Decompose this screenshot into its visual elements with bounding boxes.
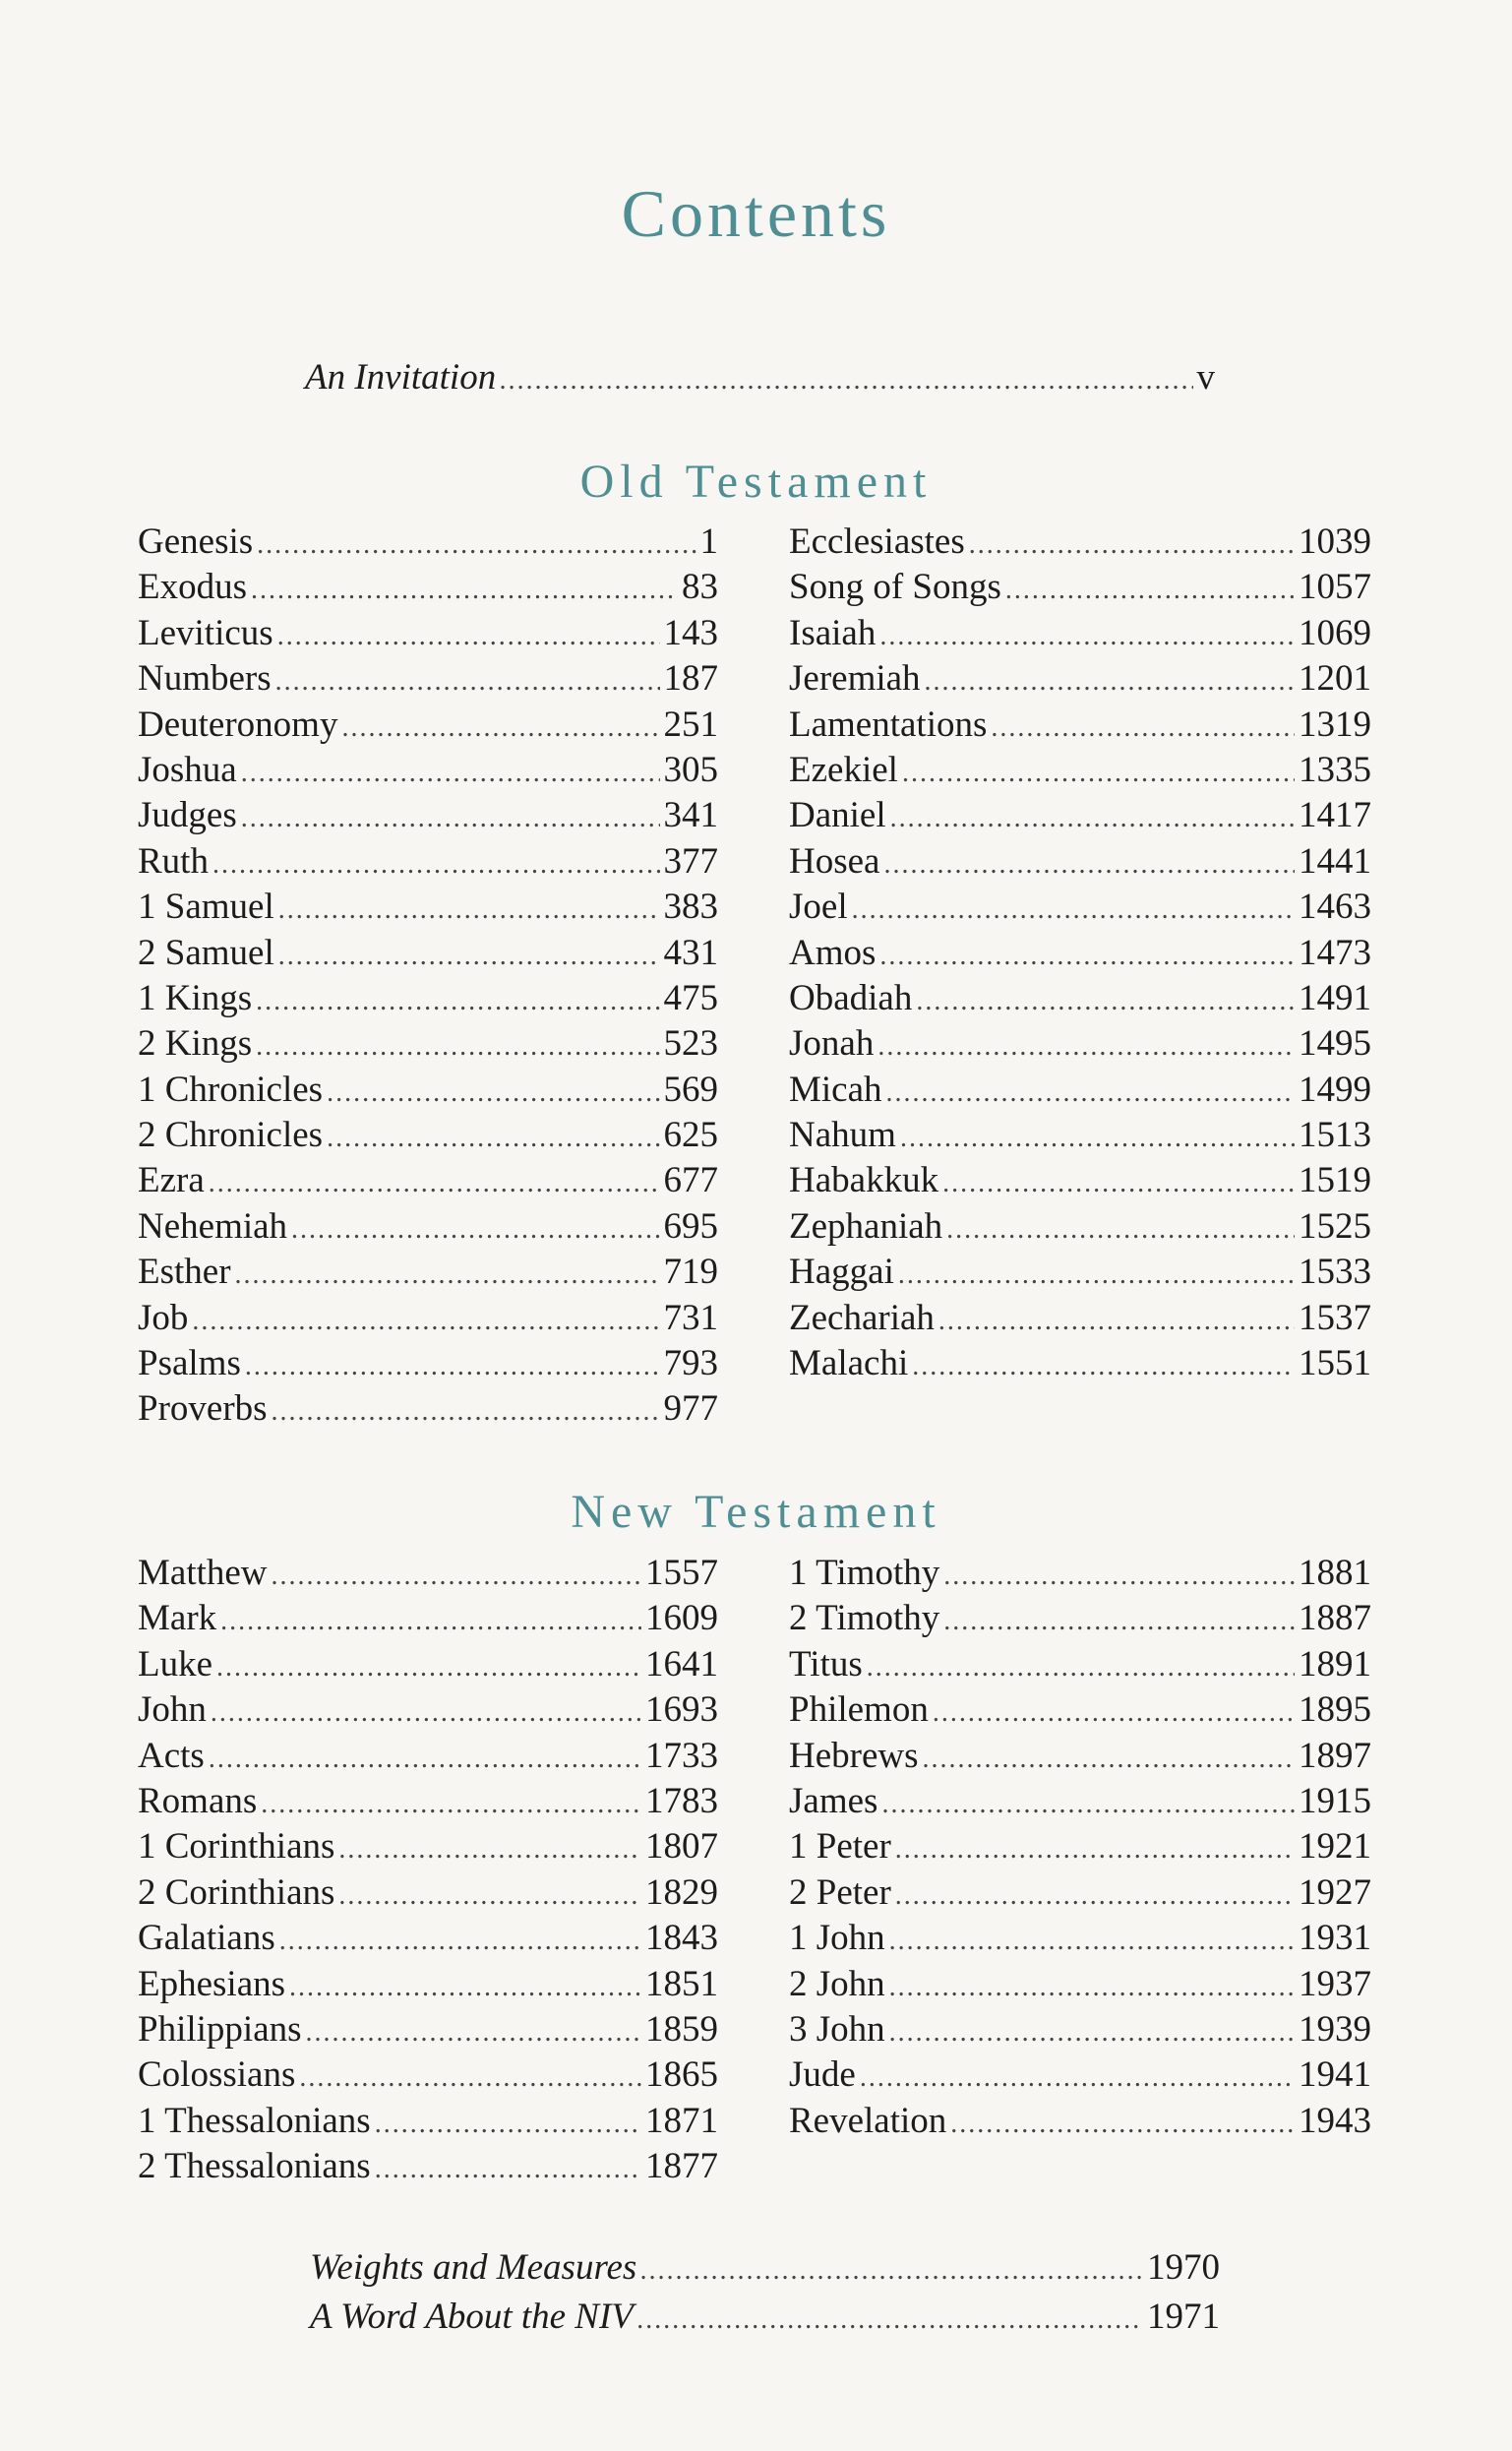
toc-entry[interactable]	[789, 1069, 1371, 1114]
page-number: 143	[663, 612, 718, 653]
book-name: Acts	[138, 1735, 205, 1776]
toc-entry[interactable]	[789, 1251, 1371, 1296]
leader-dots	[272, 1396, 660, 1428]
page-number: 251	[663, 704, 718, 745]
toc-entry[interactable]	[789, 932, 1371, 977]
book-name: Colossians	[138, 2054, 296, 2096]
book-name: Genesis	[138, 521, 254, 562]
toc-entry[interactable]	[138, 794, 718, 839]
leader-dots	[291, 1214, 659, 1246]
toc-entry[interactable]	[138, 1963, 718, 2008]
page-number: 1039	[1299, 521, 1371, 562]
toc-entry[interactable]	[789, 704, 1371, 749]
book-name: Habakkuk	[789, 1160, 939, 1201]
toc-entry[interactable]	[789, 1205, 1371, 1251]
page-number: 523	[663, 1023, 718, 1065]
toc-entry[interactable]	[789, 521, 1371, 566]
page-number: 341	[663, 795, 718, 836]
toc-entry[interactable]	[138, 1114, 718, 1159]
page-number: 1057	[1299, 567, 1371, 608]
toc-entry[interactable]	[138, 1159, 718, 1204]
toc-entry[interactable]	[789, 749, 1371, 794]
leader-dots	[278, 941, 660, 972]
page-number: 1865	[645, 2054, 718, 2096]
leader-dots	[933, 1697, 1295, 1729]
book-name: Joshua	[138, 749, 237, 790]
page-number: 1491	[1299, 977, 1371, 1018]
page-number: 1533	[1299, 1252, 1371, 1293]
book-name: Titus	[789, 1643, 863, 1685]
leader-dots	[640, 2255, 1143, 2287]
page-number: 1319	[1299, 704, 1371, 745]
toc-entry[interactable]	[138, 1688, 718, 1734]
page-number: 383	[663, 887, 718, 928]
book-name: 1 Corinthians	[138, 1826, 335, 1868]
page-number: 1881	[1299, 1553, 1371, 1593]
book-name: 2 John	[789, 1963, 885, 2004]
leader-dots	[877, 1031, 1295, 1063]
leader-dots	[261, 1789, 641, 1820]
toc-entry[interactable]	[789, 1297, 1371, 1342]
book-name: 2 Thessalonians	[138, 2146, 371, 2187]
toc-entry[interactable]	[789, 886, 1371, 931]
page-number: 1693	[645, 1689, 718, 1731]
leader-dots	[278, 894, 660, 926]
book-name: Numbers	[138, 658, 272, 700]
page-number: 187	[663, 658, 718, 700]
book-name: Amos	[789, 932, 877, 973]
page-number: 1557	[645, 1553, 718, 1593]
leader-dots	[889, 2017, 1295, 2049]
page-number: 1871	[645, 2100, 718, 2141]
page-number: 1641	[645, 1643, 718, 1685]
book-name: Revelation	[789, 2100, 947, 2141]
book-name: Philemon	[789, 1689, 929, 1731]
toc-entry[interactable]	[138, 886, 718, 931]
toc-entry[interactable]	[789, 1552, 1371, 1597]
leader-dots	[879, 621, 1295, 652]
book-name: 1 John	[789, 1918, 885, 1959]
toc-entry[interactable]	[138, 1387, 718, 1433]
toc-entry[interactable]	[138, 977, 718, 1022]
leader-dots	[251, 575, 678, 606]
toc-entry[interactable]	[789, 1917, 1371, 1962]
book-name: Daniel	[789, 795, 886, 836]
leader-dots	[257, 529, 696, 561]
page-number: 1417	[1299, 795, 1371, 836]
book-name: James	[789, 1780, 878, 1821]
page-number: 793	[663, 1343, 718, 1384]
leader-dots	[879, 941, 1295, 972]
leader-dots	[256, 986, 659, 1017]
page-number: 1895	[1299, 1689, 1371, 1731]
leader-dots	[256, 1031, 659, 1063]
book-name: 1 Timothy	[789, 1553, 940, 1593]
book-name: Joel	[789, 887, 848, 928]
toc-entry[interactable]	[138, 1297, 718, 1342]
leader-dots	[925, 666, 1295, 698]
leader-dots	[860, 2062, 1295, 2094]
page-number: 1915	[1299, 1780, 1371, 1821]
page-number: 1	[699, 521, 718, 562]
leader-dots	[883, 849, 1295, 881]
page-number: 305	[663, 749, 718, 790]
page-number: 1897	[1299, 1735, 1371, 1776]
toc-entry[interactable]	[789, 1825, 1371, 1870]
page-number: 1941	[1299, 2054, 1371, 2096]
book-name: 1 Thessalonians	[138, 2100, 371, 2141]
intro-entry[interactable]	[305, 356, 1215, 398]
book-name: Leviticus	[138, 612, 273, 653]
book-name: 2 Corinthians	[138, 1871, 335, 1913]
book-name: John	[138, 1689, 207, 1731]
book-name: 2 Kings	[138, 1023, 253, 1065]
book-name: Malachi	[789, 1343, 909, 1384]
leader-dots	[212, 849, 660, 881]
page-number: 1335	[1299, 749, 1371, 790]
toc-entry[interactable]	[138, 1069, 718, 1114]
appendix-entry-niv[interactable]	[310, 2296, 1220, 2338]
toc-entry[interactable]	[138, 749, 718, 794]
leader-dots	[946, 1214, 1295, 1246]
appendix-label: A Word About the NIV	[310, 2297, 634, 2337]
leader-dots	[900, 1123, 1295, 1154]
book-name: Ruth	[138, 840, 209, 882]
leader-dots	[852, 894, 1295, 926]
page-number: 1513	[1299, 1115, 1371, 1156]
leader-dots	[375, 2154, 641, 2185]
leader-dots	[889, 1926, 1295, 1957]
leader-dots	[209, 1168, 660, 1199]
book-name: 1 Chronicles	[138, 1069, 324, 1110]
leader-dots	[889, 1972, 1295, 2003]
book-name: Psalms	[138, 1343, 241, 1384]
book-name: 2 Timothy	[789, 1598, 940, 1639]
toc-entry[interactable]	[789, 657, 1371, 703]
page-number: 1927	[1299, 1871, 1371, 1913]
leader-dots	[327, 1077, 659, 1109]
leader-dots	[220, 1606, 641, 1637]
toc-entry[interactable]	[789, 840, 1371, 886]
leader-dots	[943, 1561, 1295, 1592]
toc-entry[interactable]	[789, 794, 1371, 839]
page-number: 83	[682, 567, 718, 608]
toc-entry[interactable]	[789, 1643, 1371, 1688]
leader-dots	[950, 2109, 1295, 2140]
book-name: 2 Chronicles	[138, 1115, 324, 1156]
toc-entry[interactable]	[789, 2100, 1371, 2145]
toc-entry[interactable]	[138, 521, 718, 566]
toc-entry[interactable]	[138, 1780, 718, 1825]
leader-dots	[275, 666, 660, 698]
leader-dots	[241, 758, 660, 789]
page-number: 1463	[1299, 887, 1371, 928]
page-number: 719	[663, 1252, 718, 1293]
leader-dots	[289, 1972, 641, 2003]
appendix-page: 1971	[1147, 2297, 1220, 2337]
leader-dots	[209, 1744, 641, 1775]
page-number: 1931	[1299, 1918, 1371, 1959]
page-number: 1473	[1299, 932, 1371, 973]
toc-entry[interactable]	[138, 932, 718, 977]
intro-label: An Invitation	[305, 357, 497, 398]
leader-dots	[637, 2304, 1143, 2336]
book-name: Matthew	[138, 1553, 268, 1593]
leader-dots	[211, 1697, 641, 1729]
book-name: Nehemiah	[138, 1205, 288, 1247]
leader-dots	[943, 1606, 1295, 1637]
page-number: 1525	[1299, 1205, 1371, 1247]
toc-entry[interactable]	[789, 1022, 1371, 1068]
page-number: 1495	[1299, 1023, 1371, 1065]
book-name: Exodus	[138, 567, 247, 608]
toc-entry[interactable]	[789, 2053, 1371, 2099]
book-name: Jude	[789, 2054, 856, 2096]
toc-entry[interactable]	[138, 840, 718, 886]
leader-dots	[341, 712, 659, 744]
leader-dots	[991, 712, 1295, 744]
page-number: 1537	[1299, 1297, 1371, 1338]
book-name: Romans	[138, 1780, 258, 1821]
old-testament-right-column	[789, 521, 1371, 1387]
page-number: 1733	[645, 1735, 718, 1776]
toc-entry[interactable]	[138, 612, 718, 657]
page-number: 1921	[1299, 1826, 1371, 1868]
book-name: 1 Samuel	[138, 887, 274, 928]
toc-entry[interactable]	[789, 1963, 1371, 2008]
toc-entry[interactable]	[138, 1871, 718, 1917]
book-name: Ezra	[138, 1160, 205, 1201]
toc-entry[interactable]	[138, 2145, 718, 2190]
leader-dots	[500, 365, 1192, 397]
book-name: Isaiah	[789, 612, 877, 653]
toc-entry[interactable]	[138, 1022, 718, 1068]
page-number: 1807	[645, 1826, 718, 1868]
toc-entry[interactable]	[138, 704, 718, 749]
toc-entry[interactable]	[138, 1251, 718, 1296]
book-name: 3 John	[789, 2008, 885, 2050]
leader-dots	[241, 803, 660, 834]
book-name: Zephaniah	[789, 1205, 943, 1247]
page-number: 1937	[1299, 1963, 1371, 2004]
book-name: Jonah	[789, 1023, 875, 1065]
page-number: 1783	[645, 1780, 718, 1821]
book-name: Nahum	[789, 1115, 896, 1156]
leader-dots	[898, 1259, 1295, 1291]
toc-entry[interactable]	[789, 612, 1371, 657]
leader-dots	[912, 1351, 1295, 1382]
page-number: 475	[663, 977, 718, 1018]
leader-dots	[938, 1306, 1295, 1337]
book-name: Job	[138, 1297, 189, 1338]
toc-entry[interactable]	[138, 1552, 718, 1597]
leader-dots	[1005, 575, 1295, 606]
book-name: Ezekiel	[789, 749, 898, 790]
page-number: 677	[663, 1160, 718, 1201]
toc-entry[interactable]	[138, 1735, 718, 1780]
book-name: Micah	[789, 1069, 882, 1110]
page-number: 1943	[1299, 2100, 1371, 2141]
page-number: 1887	[1299, 1598, 1371, 1639]
toc-entry[interactable]	[138, 657, 718, 703]
book-name: Judges	[138, 795, 237, 836]
page-number: 1877	[645, 2146, 718, 2187]
page-number: 1843	[645, 1918, 718, 1959]
book-name: Proverbs	[138, 1388, 268, 1430]
leader-dots	[895, 1834, 1295, 1866]
book-name: Zechariah	[789, 1297, 935, 1338]
page-number: 1441	[1299, 840, 1371, 882]
book-name: Esther	[138, 1252, 231, 1293]
page-number: 1519	[1299, 1160, 1371, 1201]
leader-dots	[886, 1077, 1295, 1109]
toc-entry[interactable]	[789, 1597, 1371, 1642]
book-name: 2 Samuel	[138, 932, 274, 973]
leader-dots	[192, 1306, 659, 1337]
page-title: Contents	[621, 176, 891, 251]
book-name: Song of Songs	[789, 567, 1001, 608]
leader-dots	[216, 1652, 641, 1684]
page-number: 1851	[645, 1963, 718, 2004]
page-number: 625	[663, 1115, 718, 1156]
toc-entry[interactable]	[138, 2053, 718, 2099]
page-number: 1859	[645, 2008, 718, 2050]
appendix-label: Weights and Measures	[310, 2247, 637, 2288]
book-name: Deuteronomy	[138, 704, 338, 745]
leader-dots	[916, 986, 1295, 1017]
leader-dots	[306, 2017, 641, 2049]
toc-entry[interactable]	[138, 1917, 718, 1962]
page-number: 1499	[1299, 1069, 1371, 1110]
toc-entry[interactable]	[789, 1342, 1371, 1387]
new-testament-heading: New Testament	[571, 1486, 941, 1538]
page-number: 1891	[1299, 1643, 1371, 1685]
new-testament-right-column	[789, 1552, 1371, 2145]
page-number: 569	[663, 1069, 718, 1110]
book-name: Hebrews	[789, 1735, 919, 1776]
toc-entry[interactable]	[138, 2100, 718, 2145]
page-number: 1829	[645, 1871, 718, 1913]
toc-entry[interactable]	[138, 1643, 718, 1688]
toc-entry[interactable]	[138, 1205, 718, 1251]
book-name: Lamentations	[789, 704, 988, 745]
book-name: Galatians	[138, 1918, 275, 1959]
leader-dots	[272, 1561, 641, 1592]
leader-dots	[923, 1744, 1295, 1775]
toc-entry[interactable]	[789, 2008, 1371, 2053]
toc-entry[interactable]	[789, 566, 1371, 611]
appendix-entry-weights[interactable]	[310, 2246, 1220, 2289]
leader-dots	[338, 1834, 641, 1866]
book-name: Ephesians	[138, 1963, 286, 2004]
page-number: 1609	[645, 1598, 718, 1639]
book-name: 2 Peter	[789, 1871, 891, 1913]
leader-dots	[881, 1789, 1295, 1820]
leader-dots	[327, 1123, 659, 1154]
page-number: 731	[663, 1297, 718, 1338]
book-name: Jeremiah	[789, 658, 921, 700]
toc-entry[interactable]	[789, 1159, 1371, 1204]
toc-entry[interactable]	[789, 1688, 1371, 1734]
leader-dots	[279, 1926, 641, 1957]
toc-entry[interactable]	[789, 1114, 1371, 1159]
old-testament-heading: Old Testament	[579, 456, 933, 508]
page-number: 1551	[1299, 1343, 1371, 1384]
toc-entry[interactable]	[138, 2008, 718, 2053]
toc-entry[interactable]	[789, 1780, 1371, 1825]
page-number: 1939	[1299, 2008, 1371, 2050]
new-testament-left-column	[138, 1552, 718, 2190]
toc-entry[interactable]	[138, 566, 718, 611]
leader-dots	[895, 1880, 1295, 1912]
leader-dots	[338, 1880, 641, 1912]
book-name: Mark	[138, 1598, 217, 1639]
book-name: 1 Kings	[138, 977, 253, 1018]
old-testament-left-column	[138, 521, 718, 1434]
page-number: 1201	[1299, 658, 1371, 700]
book-name: Obadiah	[789, 977, 913, 1018]
page-number: 695	[663, 1205, 718, 1247]
page-number: 977	[663, 1388, 718, 1430]
book-name: 1 Peter	[789, 1826, 891, 1868]
page-number: 431	[663, 932, 718, 973]
intro-page: v	[1196, 357, 1215, 398]
toc-entry[interactable]	[138, 1342, 718, 1387]
appendix-page: 1970	[1147, 2247, 1220, 2288]
toc-entry[interactable]	[138, 1825, 718, 1870]
page-number: 1069	[1299, 612, 1371, 653]
toc-entry[interactable]	[789, 1871, 1371, 1917]
book-name: Luke	[138, 1643, 213, 1685]
leader-dots	[245, 1351, 660, 1382]
page-number: 377	[663, 840, 718, 882]
toc-entry[interactable]	[138, 1597, 718, 1642]
leader-dots	[867, 1652, 1295, 1684]
leader-dots	[235, 1259, 660, 1291]
leader-dots	[902, 758, 1295, 789]
toc-entry[interactable]	[789, 977, 1371, 1022]
leader-dots	[375, 2109, 641, 2140]
leader-dots	[299, 2062, 641, 2094]
book-name: Philippians	[138, 2008, 302, 2050]
leader-dots	[942, 1168, 1295, 1199]
toc-entry[interactable]	[789, 1735, 1371, 1780]
leader-dots	[969, 529, 1295, 561]
book-name: Hosea	[789, 840, 880, 882]
leader-dots	[890, 803, 1295, 834]
book-name: Ecclesiastes	[789, 521, 965, 562]
leader-dots	[277, 621, 660, 652]
book-name: Haggai	[789, 1252, 894, 1293]
